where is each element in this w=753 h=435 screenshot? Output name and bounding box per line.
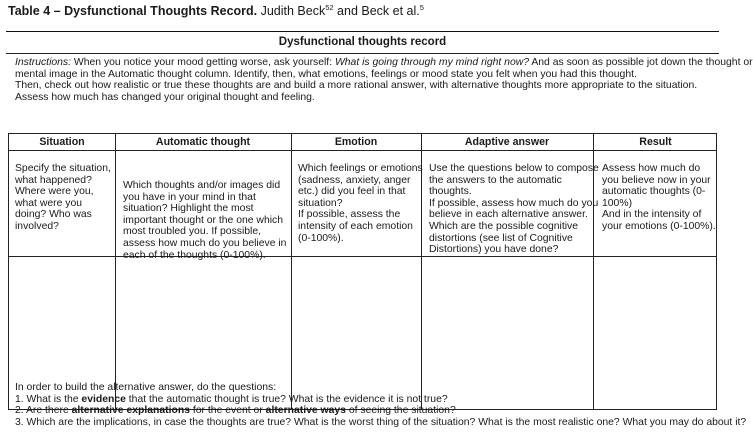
desc-line: Which feelings or emotions — [298, 163, 423, 174]
desc-line: the answers to the automatic — [429, 174, 562, 186]
desc-line: (sadness, anxiety, anger — [298, 174, 411, 186]
column-divider — [291, 134, 292, 409]
column-header-adaptive-answer: Adaptive answer — [464, 136, 550, 148]
footer-questions — [15, 382, 747, 428]
desc-line: involved? — [15, 220, 59, 232]
caption-mid: and Beck et al. — [333, 4, 420, 18]
column-header-emotion: Emotion — [334, 136, 378, 148]
desc-line: situation? — [298, 197, 343, 209]
column-desc-result — [602, 163, 716, 233]
q2-text: 2. Are there — [15, 405, 72, 417]
instructions-line3: Then, check out how realistic or true these thoughts are and build a more rational answer, with alternative thoughts more appropriate to the situation. — [15, 80, 698, 92]
desc-line: situation? Highlight the most — [123, 203, 254, 215]
instructions-line2: mental image in the Automatic thought column. Identify, then, what emotions, feelings or mood state you felt when you had this thought. — [15, 68, 637, 80]
column-header-automatic-thought: Automatic thought — [155, 136, 251, 148]
desc-line: assess how much do you believe in — [123, 237, 287, 249]
desc-line: most troubled you. If possible, — [123, 226, 262, 238]
desc-line: Use the questions below to compose — [429, 163, 599, 174]
instructions-part1: When you notice your mood getting worse, ask yourself: — [71, 57, 335, 68]
desc-line: distortions (see list of Cognitive — [429, 232, 573, 244]
instructions-label: Instructions: — [15, 57, 72, 68]
q2-emphasis: alternative explanations — [71, 405, 190, 417]
desc-line: And in the intensity of — [602, 209, 702, 221]
desc-line: doing? Who was — [15, 209, 92, 221]
desc-line: automatic thoughts (0- — [602, 186, 706, 198]
column-desc-emotion — [298, 163, 423, 244]
table-caption — [8, 4, 424, 18]
footer-question-1 — [15, 394, 715, 406]
q1-emphasis: evidence — [81, 393, 126, 405]
desc-line: Assess how much do — [602, 163, 701, 174]
instructions-line4: Assess how much has changed your original thought and feeling. — [15, 91, 315, 103]
desc-line: Distortions) you have done? — [429, 244, 559, 256]
caption-ref-2: 5 — [419, 2, 424, 12]
instructions — [15, 57, 753, 103]
q1-text: that the automatic thought is true? What is the evidence it is not true? — [125, 393, 448, 405]
column-header-situation: Situation — [39, 136, 85, 148]
column-header-result: Result — [639, 136, 672, 148]
footer-question-3: 3. Which are the implications, in case the thoughts are true? What is the worst thing of the situation? What is the most realistic one? What you may do about it? — [15, 416, 747, 428]
column-divider — [115, 134, 116, 409]
footer-question-2 — [15, 405, 715, 417]
caption-label: Table 4 — [8, 4, 51, 18]
desc-line: what were you — [15, 197, 82, 209]
desc-line: (0-100%). — [298, 232, 344, 244]
footer-intro: In order to build the alternative answer, do the questions: — [15, 382, 277, 393]
column-desc-situation — [15, 163, 111, 233]
q2-text: for the event or — [190, 405, 266, 417]
record-table — [8, 133, 717, 410]
desc-line: what happened? — [15, 174, 92, 186]
desc-line: etc.) did you feel in that — [298, 186, 406, 198]
record-title: Dysfunctional thoughts record — [278, 36, 447, 48]
desc-line: you believe now in your — [602, 174, 711, 186]
desc-line: your emotions (0-100%). — [602, 220, 716, 232]
desc-line: If possible, assess the — [298, 209, 401, 221]
caption-ref-1: 52 — [325, 2, 334, 12]
q2-emphasis: alternative ways — [265, 405, 346, 417]
caption-dash: – — [50, 4, 65, 18]
desc-line: important thought or the one which — [123, 214, 283, 226]
desc-line: believe in each alternative answer. — [429, 209, 588, 221]
desc-line: 100%) — [602, 197, 633, 209]
column-desc-adaptive-answer — [429, 163, 599, 256]
instructions-question: What is going through my mind right now? — [334, 57, 530, 68]
q2-text: of seeing the situation? — [345, 405, 456, 417]
caption-author: Judith Beck — [257, 4, 326, 18]
desc-line: thoughts. — [429, 186, 472, 198]
column-desc-automatic-thought — [123, 180, 286, 261]
desc-line: Where were you, — [15, 186, 94, 198]
desc-line: intensity of each emotion — [298, 220, 413, 232]
title-divider — [6, 53, 719, 54]
desc-line: Which are the possible cognitive — [429, 220, 579, 232]
desc-line: each of the thoughts (0-100%). — [123, 249, 266, 261]
desc-line: If possible, assess how much do you — [429, 197, 599, 209]
desc-line: Which thoughts and/or images did — [123, 180, 281, 191]
caption-title: Dysfunctional Thoughts Record. — [64, 4, 258, 18]
desc-line: you have in your mind in that — [123, 191, 256, 203]
record-frame — [6, 31, 753, 434]
desc-line: Specify the situation, — [15, 163, 111, 174]
q1-text: 1. What is the — [15, 393, 82, 405]
instructions-part2: And as soon as possible jot down the thought or — [529, 57, 753, 68]
